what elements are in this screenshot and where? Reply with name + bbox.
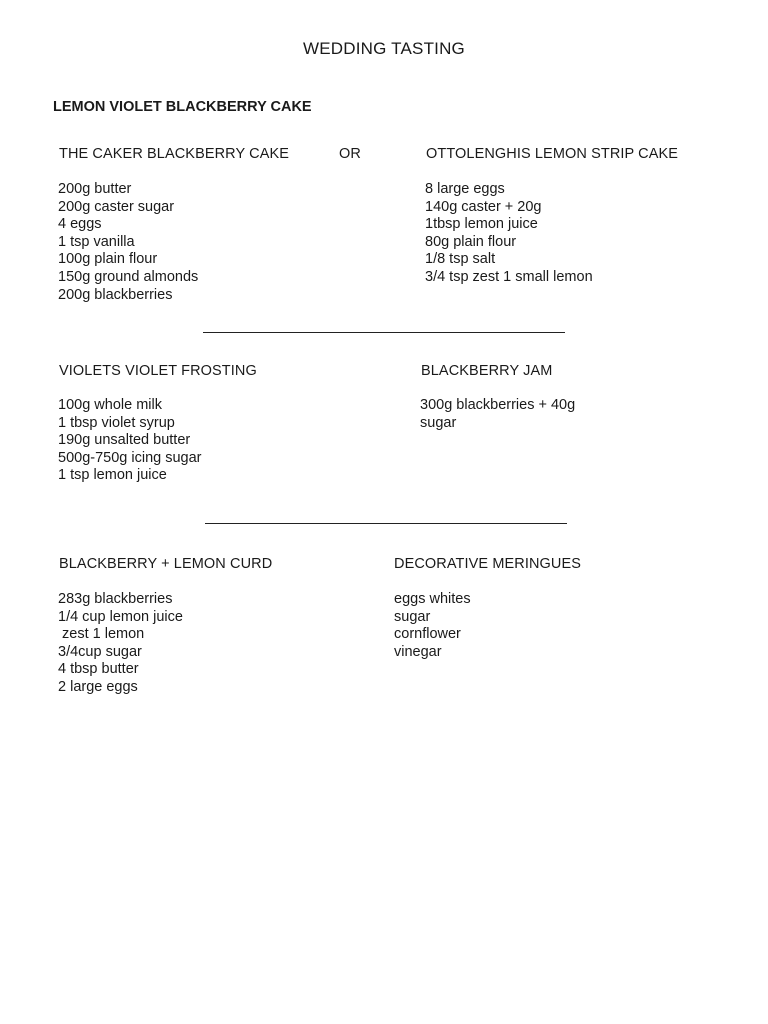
ingredient: 100g whole milk bbox=[58, 397, 162, 413]
ingredient: 283g blackberries bbox=[58, 591, 173, 607]
ingredient: vinegar bbox=[394, 643, 442, 660]
ingredient: 100g plain flour bbox=[58, 251, 158, 268]
ingredient: sugar bbox=[420, 414, 457, 431]
blackberry-jam-heading: BLACKBERRY JAM bbox=[421, 363, 553, 379]
lemon-curd-ingredients bbox=[58, 591, 183, 697]
violet-frosting-ingredients bbox=[58, 397, 202, 485]
lemon-curd-heading: BLACKBERRY + LEMON CURD bbox=[59, 556, 273, 572]
ingredient: 8 large eggs bbox=[425, 181, 505, 197]
section-divider bbox=[203, 332, 565, 333]
caker-cake-heading: THE CAKER BLACKBERRY CAKE bbox=[59, 146, 290, 162]
caker-cake-ingredients bbox=[58, 181, 198, 304]
ingredient: 4 eggs bbox=[58, 216, 102, 233]
ingredient: 1 tbsp violet syrup bbox=[58, 414, 175, 431]
ingredient: 200g caster sugar bbox=[58, 198, 175, 215]
ingredient: 1tbsp lemon juice bbox=[425, 216, 538, 233]
ingredient: 3/4cup sugar bbox=[58, 643, 142, 660]
recipe-subtitle: LEMON VIOLET BLACKBERRY CAKE bbox=[53, 99, 312, 115]
section-divider bbox=[205, 523, 567, 524]
ingredient: 3/4 tsp zest 1 small lemon bbox=[425, 268, 593, 285]
meringues-heading: DECORATIVE MERINGUES bbox=[394, 556, 582, 572]
ingredient: 80g plain flour bbox=[425, 233, 517, 250]
ingredient: 500g-750g icing sugar bbox=[58, 449, 202, 466]
ingredient: 200g butter bbox=[58, 181, 132, 197]
ingredient: 150g ground almonds bbox=[58, 268, 199, 285]
ottolenghi-cake-heading: OTTOLENGHIS LEMON STRIP CAKE bbox=[426, 146, 679, 162]
blackberry-jam-ingredients bbox=[420, 397, 575, 432]
ottolenghi-cake-ingredients bbox=[425, 181, 593, 287]
ingredient: 140g caster + 20g bbox=[425, 198, 542, 215]
ingredient: 1/8 tsp salt bbox=[425, 251, 496, 268]
ingredient: 1 tsp vanilla bbox=[58, 233, 135, 250]
ingredient: zest 1 lemon bbox=[58, 626, 145, 643]
ingredient: eggs whites bbox=[394, 591, 471, 607]
ingredient: cornflower bbox=[394, 626, 461, 643]
or-label: OR bbox=[339, 146, 361, 162]
violet-frosting-heading: VIOLETS VIOLET FROSTING bbox=[59, 363, 257, 379]
ingredient: 1 tsp lemon juice bbox=[58, 467, 167, 484]
ingredient: 190g unsalted butter bbox=[58, 432, 191, 449]
ingredient: sugar bbox=[394, 608, 431, 625]
ingredient: 200g blackberries bbox=[58, 286, 173, 303]
ingredient: 2 large eggs bbox=[58, 678, 138, 695]
ingredient: 300g blackberries + 40g bbox=[420, 397, 576, 413]
page-title: WEDDING TASTING bbox=[303, 39, 465, 58]
ingredient: 4 tbsp butter bbox=[58, 661, 139, 678]
ingredient: 1/4 cup lemon juice bbox=[58, 608, 183, 625]
meringues-ingredients bbox=[394, 591, 471, 661]
